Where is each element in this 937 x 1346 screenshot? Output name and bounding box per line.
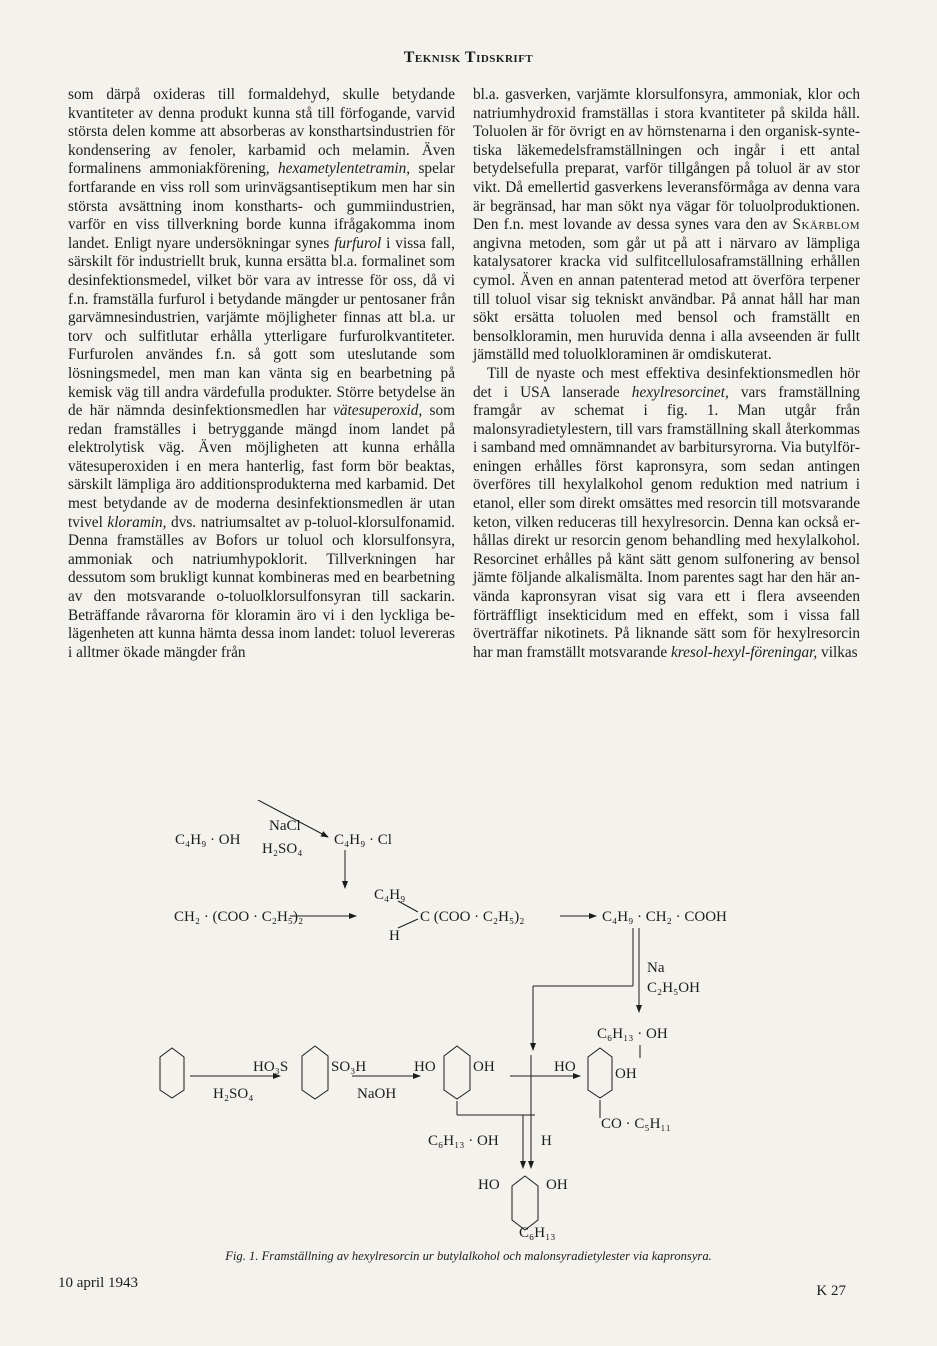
- h2so4-label-top: H₂SO₄: [262, 841, 303, 857]
- figure-caption: Fig. 1. Framställning av hexylresorcin ur butylalkohol och malonsyradietylester via kapronsyra.: [225, 1249, 712, 1263]
- ketone-ring: [588, 1048, 612, 1098]
- bond-h: [398, 919, 418, 928]
- malonic-ester-formula: CH₂ · (COO · C₂H₅)₂: [174, 909, 304, 925]
- hexylresorcin-oh: OH: [546, 1177, 568, 1193]
- ketone-substituent: CO · C₅H₁₁: [601, 1116, 671, 1132]
- hexanol-top-formula: C₆H₁₃ · OH: [597, 1026, 668, 1042]
- resorcin-ho: HO: [414, 1059, 436, 1075]
- ketone-ho: HO: [554, 1059, 576, 1075]
- right-column: [473, 86, 860, 662]
- c4h9-label: C₄H₉: [374, 887, 406, 903]
- right-paragraph-1: bl.a. gasverken, varjämte klorsulfonsyra, ammoniak, klor och natriumhydroxid framställas i stora kvantiteter på skilda håll. Toluolen är för övrigt en av hörnstenarna i den organisk-syntetiska läkemedelsframställningen och ingår i ett antal betydelsefulla preparat, varför tillgången på toluol är av stor vikt. Då emellertid gasverkens leveransförmåga av denna vara är begränsad, har man sökt nya vägar för toluolproduktionen. Den f.n. mest lovande av dessa synes vara den av Skärblom angivna metoden, som går ut på att i närvaro av lämpliga katalysatorer kracka vid sulfitcellulosaframställning erhållen cymol. Även en annan patenterad metod att överföra terpener till toluol visar sig tekniskt användbar. På annat håll har man sökt ersätta toluolen med bensol och framställt en bensolkloramin, men huruvida denna i alla avseenden är fullt jämställd med toluolkloraminen är omdiskuterat.: [473, 86, 860, 364]
- ketone-oh: OH: [615, 1066, 637, 1082]
- hexylresorcin-ring: [512, 1176, 538, 1230]
- nacl-label: NaCl: [269, 818, 301, 834]
- caproic-acid-formula: C₄H₉ · CH₂ · COOH: [602, 909, 727, 925]
- reaction-scheme: [0, 800, 937, 1240]
- h-label: H: [389, 928, 400, 944]
- naoh-label: NaOH: [357, 1086, 397, 1102]
- na-reagent: Na: [647, 960, 665, 976]
- resorcin-oh: OH: [473, 1059, 495, 1075]
- left-paragraph: som därpå oxideras till formaldehyd, skulle betydande kvantiteter av denna produkt kunna stå till förfogande, varvid största delen komme att absorberas av konsthartsindustrien för kondensering av fenoler, karbamid och melamin. Även formalinens ammoniakförening, hexametylentetramin, spelar fortfarande en viss roll som urinvägsantiseptikum men har sin största avsättning inom konstharts- och gummiindustrien, varför en viss tillverkning borde kunna ifrågakomma inom landet. Enligt nyare undersökningar synes furfurol i vissa fall, särskilt för industriellt bruk, kunna ersätta bl.a. formalinet som desinfektionsmedel, vilket bör vara av intresse för oss, då vi f.n. framställa furfurol i betydande mängder ur pentosaner från garvämnesindustrien, varjämte möjligheter finnas att bl.a. ur torv och sulfitlutar erhålla ytterligare furfurolkvantiteter. Furfurolen användes f.n. så gott som uteslutande som lösningsmedel, men man kan vänta sig en bearbetning på kemisk väg till andra värdefulla produkter. Större betydelse än de här nämnda desinfektionsmedlen har vätesuperoxid, som redan framställes i betryggande mängd inom landet på elektrolytisk väg. Även möjligheten att kunna erhålla vätesuperoxiden i en mera hanterlig, fast form bör beaktas, särskilt lämpliga äro additionsprodukterna med karbamid. Det mest betydande av de moderna desinfektionsmedlen är utan tvivel kloramin, dvs. natriumsaltet av p-toluol-klorsulfonamid. Denna framställes av Bofors ur toluol och klorsulfonsyra, ammoniak och natriumhypoklorit. Tillverkningen har dessutom som brukligt kunnat kombineras med en bearbetning av den motsvarande o-toluolklorsulfonsyran till sackarin. Beträffande råvarorna för kloramin äro vi i den lyckliga belägenheten att kunna hämta dessa inom landet: toluol levereras i alltmer ökade mängder från: [68, 86, 455, 661]
- reaction-scheme-svg: [0, 800, 937, 1240]
- h-bottom-label: H: [541, 1133, 552, 1149]
- issue-date: 10 april 1943: [58, 1275, 138, 1291]
- left-column: [68, 86, 455, 662]
- butanol-formula: C₄H₉ · OH: [175, 832, 241, 848]
- so3h-label: SO₃H: [331, 1059, 367, 1075]
- resorcin-ring: [444, 1046, 470, 1099]
- h2so4-label-bottom: H₂SO₄: [213, 1086, 254, 1102]
- ho3s-label: HO₃S: [253, 1059, 289, 1075]
- butyl-chloride-formula: C₄H₉ · Cl: [334, 832, 392, 848]
- benzene-ring: [160, 1048, 184, 1098]
- butylmalonic-ester-formula: C (COO · C₂H₅)₂: [420, 909, 525, 925]
- hexyl-substituent: C₆H₁₃: [519, 1225, 556, 1240]
- benzenedisulfonic-ring: [302, 1046, 328, 1099]
- hexylresorcin-ho: HO: [478, 1177, 500, 1193]
- ethanol-reagent: C₂H₅OH: [647, 980, 700, 996]
- page-number: K 27: [816, 1283, 846, 1299]
- hexanol-bottom-formula: C₆H₁₃ · OH: [428, 1133, 499, 1149]
- journal-header: Teknisk Tidskrift: [403, 49, 534, 66]
- right-paragraph-2: Till de nyaste och mest effektiva desinfektionsmedlen hör det i USA lanserade hexylresorcinet, vars framställning framgår av schemat i fig. 1. Man utgår från malonsyradietylestern, till vars framställning skall återkommas i samband med omnämnandet av barbitursyrorna. Via butylföreningen erhålles först kapronsyra, som sedan antingen överföres till hexylalkohol genom reduktion med natrium i etanol, eller som direkt omsättes med resorcin till motsvarande keton, vilken reduceras till hexylresorcin. Denna kan också erhållas direkt ur resorcin genom behandling med hexylalkohol. Resorcinet erhålles på känt sätt genom sulfonering av bensol jämte följande alkalismälta. Inom parentes sagt har den här använda kapronsyran visat sig vara ett i flera avseenden förträffligt insekticidum med en effekt, som i vissa fall överträffar nikotinets. På liknande sätt som för hexylresorcin har man framställt motsvarande kresol-hexyl-föreningar, vilkas: [473, 364, 860, 661]
